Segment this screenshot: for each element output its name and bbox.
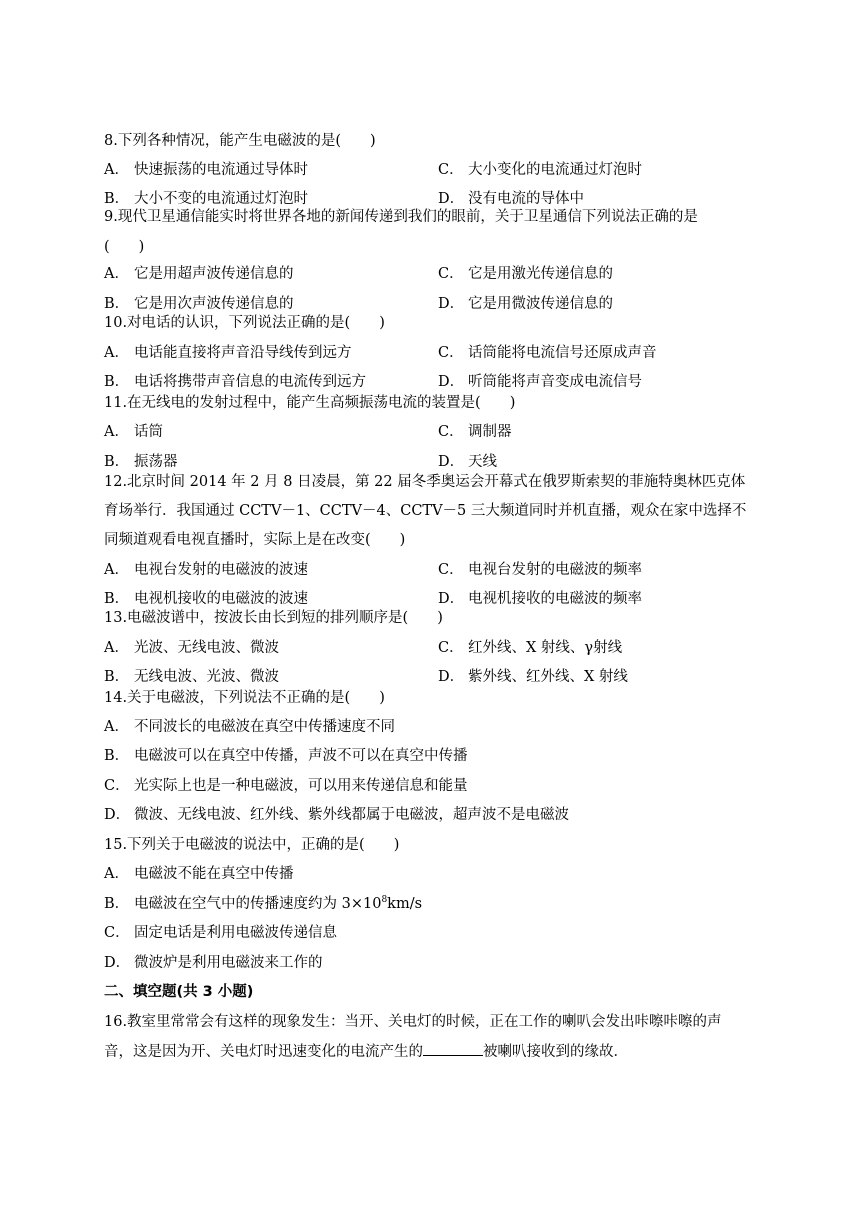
option-label: A． [104, 866, 129, 882]
option-label: D． [438, 191, 465, 207]
question-11-stem: 11.在无线电的发射过程中，能产生高频振荡电流的装置是( ) [104, 395, 516, 411]
option-label: D． [438, 296, 465, 312]
question-8-option-b [104, 189, 308, 209]
option-label: B． [104, 669, 130, 685]
exponent: 8 [381, 895, 388, 905]
question-10-option-a [104, 343, 352, 363]
question-14-option-a [104, 717, 395, 737]
question-8-option-a [104, 160, 308, 180]
option-label: B． [104, 374, 130, 390]
option-label: A． [104, 719, 129, 735]
option-text-unit: km/s [387, 896, 423, 912]
question-13-stem: 13.电磁波谱中，按波长由长到短的排列顺序是( ) [104, 610, 443, 626]
question-12-option-c [438, 560, 642, 580]
question-16-line1: 16.教室里常常会有这样的现象发生：当开、关电灯的时候，正在工作的喇叭会发出咔嚓咔嚓的声 [104, 1014, 722, 1030]
option-text: 快速振荡的电流通过导体时 [134, 162, 308, 178]
question-13-option-c [438, 638, 622, 658]
question-8-option-c [438, 160, 642, 180]
question-9-stem-line2: ( ) [104, 239, 145, 255]
option-label: A． [104, 162, 129, 178]
question-16-text-before-blank: 音，这是因为开、关电灯时迅速变化的电流产生的 [104, 1044, 423, 1060]
question-15-stem: 15.下列关于电磁波的说法中，正确的是( ) [104, 837, 400, 853]
option-text: 紫外线、红外线、X 射线 [468, 669, 628, 685]
answer-blank[interactable] [423, 1041, 483, 1056]
option-text: 它是用激光传递信息的 [468, 266, 613, 282]
question-13-option-b [104, 667, 279, 687]
question-12-stem-line1: 12.北京时间 2014 年 2 月 8 日凌晨，第 22 届冬季奥运会开幕式在俄罗斯索契的菲施特奥林匹克体 [104, 474, 746, 490]
option-text: 红外线、X 射线、γ射线 [468, 640, 623, 656]
option-label: D． [438, 374, 465, 390]
question-10-option-b [104, 372, 366, 392]
option-text-main: 电磁波在空气中的传播速度约为 3×10 [134, 896, 382, 912]
question-9-option-a [104, 264, 294, 284]
option-text: 无线电波、光波、微波 [134, 669, 279, 685]
question-15-option-b [104, 894, 422, 914]
option-text: 大小不变的电流通过灯泡时 [134, 191, 308, 207]
question-15-option-c [104, 923, 337, 943]
option-text: 电视台发射的电磁波的波速 [134, 562, 308, 578]
option-text: 大小变化的电流通过灯泡时 [468, 162, 642, 178]
option-text: 电视机接收的电磁波的波速 [134, 591, 308, 607]
question-11-option-a [104, 422, 163, 442]
option-text: 电磁波不能在真空中传播 [134, 866, 294, 882]
question-8-stem: 8.下列各种情况，能产生电磁波的是( ) [104, 133, 376, 149]
question-8-option-d [438, 189, 584, 209]
question-13-option-a [104, 638, 279, 658]
option-label: A． [104, 424, 129, 440]
option-text: 电磁波可以在真空中传播，声波不可以在真空中传播 [134, 748, 468, 764]
option-label: C． [104, 925, 130, 941]
question-15-option-a [104, 864, 294, 884]
option-text: 光波、无线电波、微波 [134, 640, 279, 656]
question-14-stem: 14.关于电磁波，下列说法不正确的是( ) [104, 690, 385, 706]
question-16-text-after-blank: 被喇叭接收到的缘故． [483, 1044, 628, 1060]
option-label: A． [104, 640, 129, 656]
option-label: D． [438, 454, 465, 470]
question-10-stem: 10.对电话的认识，下列说法正确的是( ) [104, 315, 385, 331]
question-14-option-c [104, 776, 468, 796]
question-10-option-d [438, 372, 642, 392]
question-9-stem-line1: 9.现代卫星通信能实时将世界各地的新闻传递到我们的眼前，关于卫星通信下列说法正确的是 [104, 209, 698, 225]
option-text: 振荡器 [134, 454, 178, 470]
option-label: A． [104, 562, 129, 578]
option-label: B． [104, 896, 130, 912]
option-label: A． [104, 345, 129, 361]
option-label: D． [104, 955, 131, 971]
option-text: 天线 [468, 454, 497, 470]
option-label: C． [438, 162, 464, 178]
section-title-fill-in: 二、填空题(共 3 小题) [104, 984, 254, 1000]
question-11-option-b [104, 452, 178, 472]
question-11-option-c [438, 422, 512, 442]
question-12-option-d [438, 589, 642, 609]
option-label: C． [438, 640, 464, 656]
question-12-stem-line2: 育场举行．我国通过 CCTV－1、CCTV－4、CCTV－5 三大频道同时并机直播，观众在家中选择不 [104, 503, 747, 519]
option-label: C． [438, 266, 464, 282]
option-label: B． [104, 296, 130, 312]
option-text: 电话将携带声音信息的电流传到远方 [134, 374, 366, 390]
option-label: D． [438, 669, 465, 685]
question-9-option-d [438, 294, 613, 314]
option-label: C． [438, 562, 464, 578]
question-13-option-d [438, 667, 628, 687]
option-text: 电话能直接将声音沿导线传到远方 [134, 345, 352, 361]
option-label: C． [438, 424, 464, 440]
question-11-option-d [438, 452, 497, 472]
option-text: 固定电话是利用电磁波传递信息 [134, 925, 337, 941]
option-text: 它是用微波传递信息的 [468, 296, 613, 312]
question-10-option-c [438, 343, 657, 363]
option-text: 微波炉是利用电磁波来工作的 [134, 955, 323, 971]
question-14-option-d [104, 805, 569, 825]
option-text: 话筒 [134, 424, 163, 440]
option-text: 它是用超声波传递信息的 [134, 266, 294, 282]
question-16-line2 [104, 1041, 628, 1062]
option-label: B． [104, 191, 130, 207]
question-12-option-b [104, 589, 308, 609]
question-14-option-b [104, 746, 468, 766]
option-label: D． [104, 807, 131, 823]
option-text: 话筒能将电流信号还原成声音 [468, 345, 657, 361]
option-label: B． [104, 591, 130, 607]
option-text: 电视台发射的电磁波的频率 [468, 562, 642, 578]
option-text [134, 896, 422, 912]
option-text: 调制器 [468, 424, 512, 440]
question-9-option-c [438, 264, 613, 284]
option-label: D． [438, 591, 465, 607]
option-label: A． [104, 266, 129, 282]
option-label: C． [438, 345, 464, 361]
option-label: B． [104, 454, 130, 470]
option-text: 没有电流的导体中 [468, 191, 584, 207]
question-15-option-d [104, 953, 323, 973]
option-text: 听筒能将声音变成电流信号 [468, 374, 642, 390]
option-text: 微波、无线电波、红外线、紫外线都属于电磁波，超声波不是电磁波 [134, 807, 569, 823]
option-text: 不同波长的电磁波在真空中传播速度不同 [134, 719, 395, 735]
question-12-stem-line3: 同频道观看电视直播时，实际上是在改变( ) [104, 532, 406, 548]
question-12-option-a [104, 560, 308, 580]
option-text: 它是用次声波传递信息的 [134, 296, 294, 312]
option-label: B． [104, 748, 130, 764]
option-text: 电视机接收的电磁波的频率 [468, 591, 642, 607]
option-label: C． [104, 778, 130, 794]
question-9-option-b [104, 294, 294, 314]
option-text: 光实际上也是一种电磁波，可以用来传递信息和能量 [134, 778, 468, 794]
